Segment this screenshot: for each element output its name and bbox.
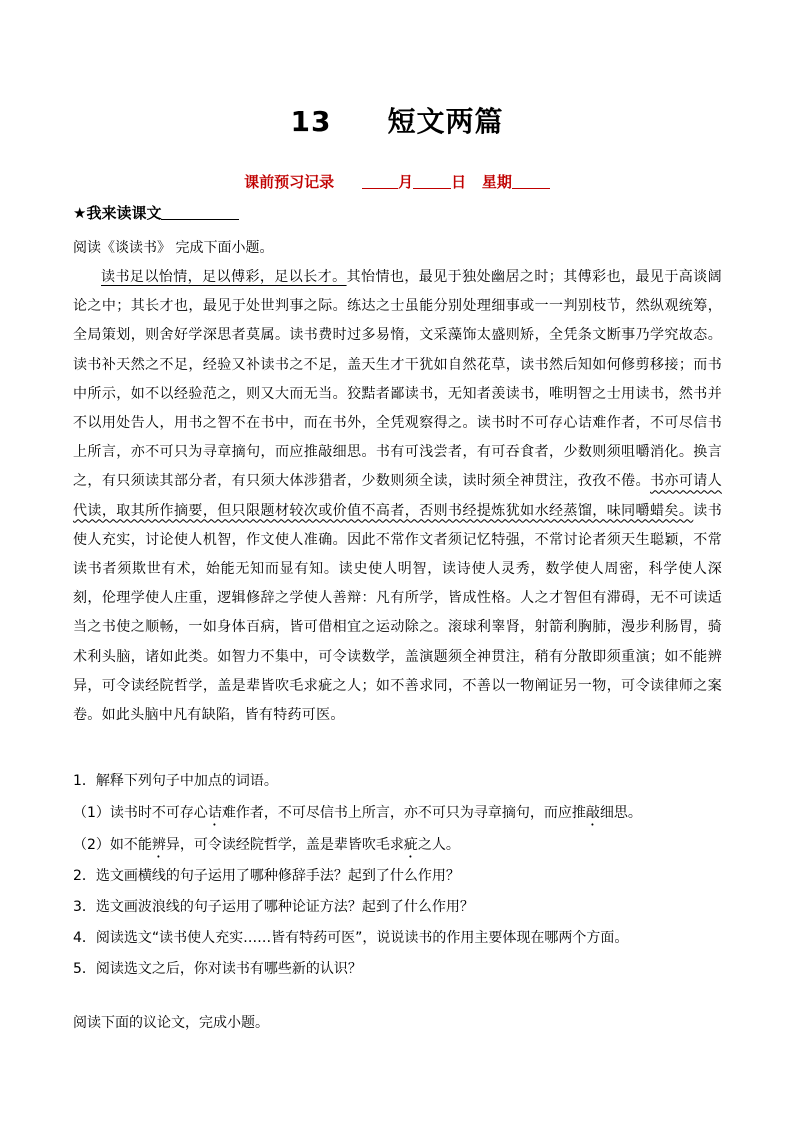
question-2: 2．选文画横线的句子运用了哪种修辞手法？起到了什么作用？	[73, 868, 460, 884]
section-heading-line	[161, 205, 239, 220]
reading2-intro: 阅读下面的议论文，完成小题。	[73, 1015, 269, 1031]
passage-text-end: 读书使人充实，讨论使人机智，作文使人准确。因此不常作文者须记忆特强，不常讨论者须天生聪颖，不常读书者须欺世有术，始能无知而显有知。读史使人明智，读诗使人灵秀，数学使人周密，科学使人深刻，伦理学使人庄重，逻辑修辞之学使人善辩：凡有所学，皆成性格。人之才智但有滞碍，无不可读适当之书使之顺畅，一如身体百病，皆可借相宜之运动除之。滚球利睾肾，射箭利胸肺，漫步利肠胃，骑术利头脑，诸如此类。如智力不集中，可令读数学，盖演题须全神贯注，稍有分散即须重演；如不能辨异，可令读经院哲学，盖是辈皆吹毛求疵之人；如不善求同，不善以一物阐证另一物，可令读律师之案卷。如此头脑中凡有缺陷，皆有特药可医。	[73, 502, 722, 724]
month-label: 月	[398, 173, 414, 191]
reading1-intro: 阅读《谈读书》 完成下面小题。	[73, 240, 274, 256]
preview-record-line	[0, 171, 794, 192]
question-1-1	[73, 802, 642, 829]
q1-1-mid: 难作者，不可尽信书上所言，亦不可只为寻章摘句，而应推	[221, 805, 586, 821]
question-4: 4．阅读选文“读书使人充实……皆有特药可医”，说说读书的作用主要体现在哪两个方面。	[73, 930, 629, 946]
day-blank[interactable]	[413, 174, 451, 189]
q1-1-dotted-word: 诘	[207, 805, 222, 821]
month-blank[interactable]	[362, 174, 398, 189]
q1-1-suffix: 细思。	[599, 805, 642, 821]
q1-2-mid: 异，可令读经院哲学，盖是辈皆吹毛求	[165, 837, 404, 853]
question-5: 5．阅读选文之后，你对读书有哪些新的认识？	[73, 961, 362, 977]
q1-1-prefix: （1）读书时不可存心	[73, 805, 208, 821]
q1-2-dotted-word: 辨	[151, 837, 166, 853]
page-title	[0, 100, 794, 140]
passage-wavy-sentence: 书亦可请人代读，取其所作摘要，但只限题材较次或价值不高者，否则书经提炼犹如水经蒸馏，味同嚼蜡矣。	[73, 473, 722, 519]
q1-2-suffix: 之人。	[417, 837, 460, 853]
reading1-passage	[73, 263, 722, 730]
section-heading-text: ★我来读课文	[73, 204, 162, 222]
question-1-2	[73, 834, 460, 861]
q1-2-prefix: （2）如不能	[73, 837, 152, 853]
passage-text: 其怡情也，最见于独处幽居之时；其傅彩也，最见于高谈阔论之中；其长才也，最见于处世判事之际。练达之士虽能分别处理细事或一一判别枝节，然纵观统筹，全局策划，则舍好学深思者莫属。读书费时过多易惰，文采藻饰太盛则矫，全凭条文断事乃学究故态。读书补天然之不足，经验又补读书之不足，盖天生才干犹如自然花草，读书然后知如何修剪移接；而书中所示，如不以经验范之，则又大而无当。狡黠者鄙读书，无知者羡读书，唯明智之士用读书，然书并不以用处告人，用书之智不在书中，而在书外，全凭观察得之。读书时不可存心诘难作者，不可尽信书上所言，亦不可只为寻章摘句，而应推敲细思。书有可浅尝者，有可吞食者，少数则须咀嚼消化。换言之，有只须读其部分者，有只须大体涉猎者，少数则须全读，读时须全神贯注，孜孜不倦。	[73, 269, 722, 490]
week-label: 星期	[481, 173, 512, 191]
week-blank[interactable]	[512, 174, 550, 189]
q1-1-dotted-word-2: 敲	[585, 805, 600, 821]
section-heading	[73, 202, 239, 223]
lesson-title: 短文两篇	[387, 105, 504, 138]
record-label: 课前预习记录	[244, 173, 335, 191]
day-label: 日	[451, 173, 467, 191]
lesson-number: 13	[290, 105, 332, 138]
passage-underlined-sentence: 读书足以怡情，足以傅彩，足以长才。	[101, 269, 347, 285]
question-1: 1．解释下列句子中加点的词语。	[73, 773, 278, 789]
question-3: 3．选文画波浪线的句子运用了哪种论证方法？起到了什么作用？	[73, 899, 474, 915]
q1-2-dotted-word-2: 疵	[403, 837, 418, 853]
